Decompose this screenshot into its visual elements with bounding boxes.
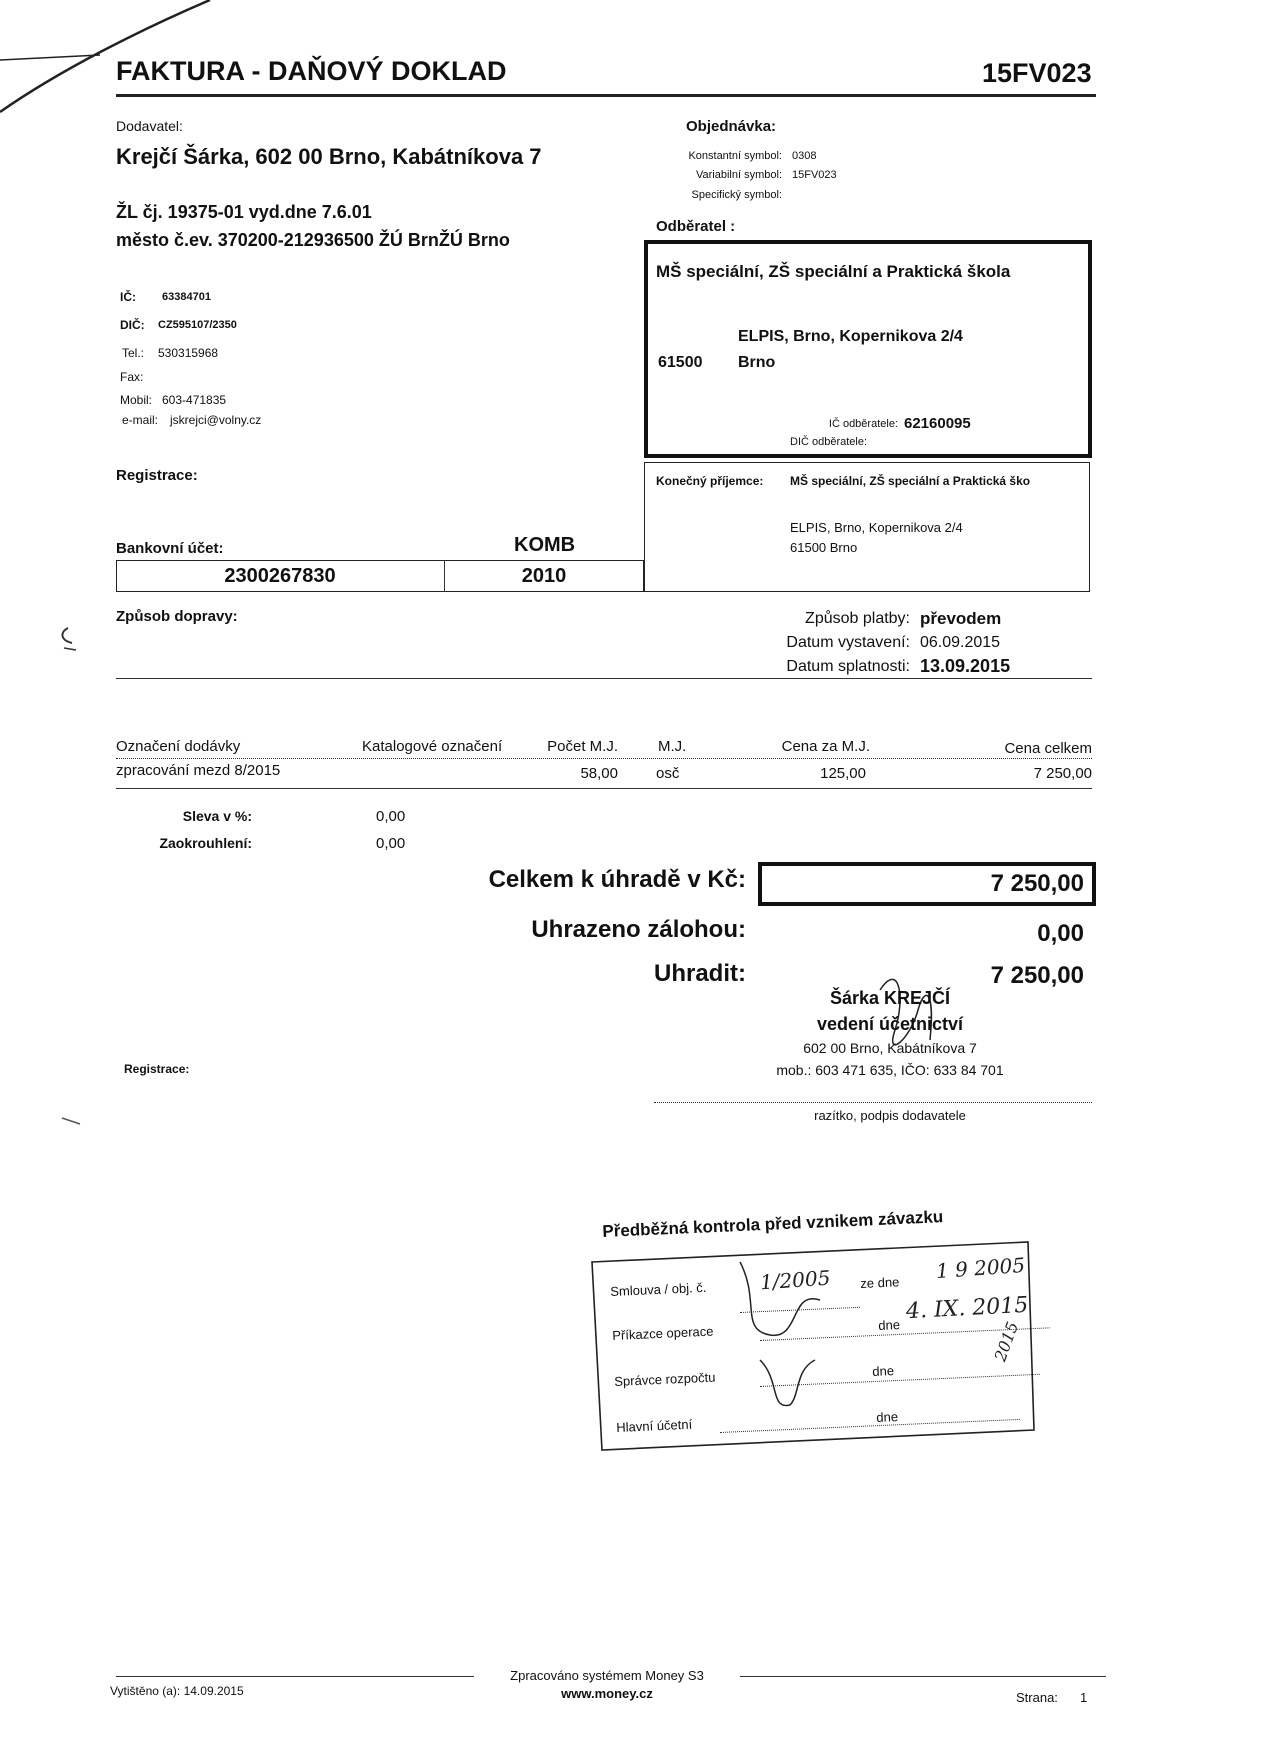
hw-contract: 1/2005 bbox=[759, 1265, 832, 1295]
var-symbol: 15FV023 bbox=[792, 169, 837, 181]
col-header-qty: Počet M.J. bbox=[547, 738, 618, 755]
row-unit: osč bbox=[656, 765, 680, 782]
supplier-mobil-label: Mobil: bbox=[120, 393, 153, 407]
footer-rule-left bbox=[116, 1676, 474, 1677]
customer-ic-label: IČ odběratele: bbox=[828, 418, 898, 430]
konst-symbol: 0308 bbox=[792, 150, 817, 162]
col-header-unit-price: Cena za M.J. bbox=[781, 738, 870, 755]
stamp-contact: mob.: 603 471 635, IČO: 633 84 701 bbox=[776, 1062, 1004, 1078]
customer-label: Odběratel : bbox=[656, 218, 736, 235]
document-number: 15FV023 bbox=[982, 58, 1092, 88]
final-recipient-name: MŠ speciální, ZŠ speciální a Praktická ško bbox=[790, 474, 1031, 488]
stamp-role: vedení účetnictví bbox=[816, 1014, 964, 1034]
zaloha-label: Uhrazeno zálohou: bbox=[531, 916, 746, 943]
due-label: Datum splatnosti: bbox=[786, 658, 910, 675]
footer-page-label: Strana: bbox=[1016, 1690, 1058, 1705]
supplier-registrace-label: Registrace: bbox=[116, 467, 198, 484]
bank-account: 2300267830 bbox=[224, 565, 336, 587]
payment-method: převodem bbox=[920, 609, 1002, 628]
footer-printed: Vytištěno (a): 14.09.2015 bbox=[110, 1684, 244, 1698]
bank-code-label: KOMB bbox=[514, 534, 576, 556]
supplier-tel-label: Tel.: bbox=[122, 346, 145, 360]
header-rule bbox=[116, 94, 1096, 97]
col-header-unit: M.J. bbox=[658, 738, 687, 755]
customer-name: MŠ speciální, ZŠ speciální a Praktická škola bbox=[656, 262, 1011, 281]
supplier-fax-label: Fax: bbox=[120, 370, 144, 384]
supplier-zl: ŽL čj. 19375-01 vyd.dne 7.6.01 bbox=[116, 202, 372, 222]
zaloha-value: 0,00 bbox=[1037, 920, 1084, 947]
customer-city: Brno bbox=[738, 354, 776, 371]
supplier-email: jskrejci@volny.cz bbox=[170, 413, 262, 427]
control-dne-1: dne bbox=[878, 1317, 901, 1333]
stamp-address: 602 00 Brno, Kabátníkova 7 bbox=[803, 1040, 977, 1056]
supplier-name-address: Krejčí Šárka, 602 00 Brno, Kabátníkova 7 bbox=[116, 144, 542, 169]
uhradit-label: Uhradit: bbox=[654, 960, 746, 987]
row-unit-price: 125,00 bbox=[820, 765, 866, 782]
final-recipient-label: Konečný příjemce: bbox=[656, 474, 764, 488]
zaokr-value: 0,00 bbox=[376, 835, 406, 852]
supplier-ic: 63384701 bbox=[162, 291, 211, 303]
bank-code: 2010 bbox=[521, 565, 567, 587]
supplier-email-label: e-mail: bbox=[122, 413, 159, 427]
payment-rule bbox=[116, 678, 1092, 679]
hw-date: 4. IX. 2015 bbox=[905, 1292, 1029, 1325]
row-qty: 58,00 bbox=[580, 765, 618, 782]
celkem-label: Celkem k úhradě v Kč: bbox=[488, 866, 746, 893]
uhradit-value: 7 250,00 bbox=[990, 962, 1084, 989]
control-stamp-title: Předběžná kontrola před vznikem závazku bbox=[602, 1207, 944, 1241]
document-title: FAKTURA - DAŇOVÝ DOKLAD bbox=[116, 56, 507, 86]
row-item: zpracování mezd 8/2015 bbox=[116, 762, 281, 779]
var-symbol-label: Variabilní symbol: bbox=[696, 169, 782, 181]
supplier-tel: 530315968 bbox=[158, 346, 219, 360]
order-label: Objednávka: bbox=[686, 118, 777, 135]
control-dne-2: dne bbox=[872, 1363, 895, 1379]
supplier-city-line: město č.ev. 370200-212936500 ŽÚ BrnŽÚ Brno bbox=[116, 230, 510, 250]
supplier-dic: CZ595107/2350 bbox=[158, 319, 237, 331]
footer-system: Zpracováno systémem Money S3 bbox=[510, 1668, 704, 1683]
bank-label: Bankovní účet: bbox=[116, 540, 224, 557]
row-total: 7 250,00 bbox=[1033, 765, 1092, 782]
payment-method-label: Způsob platby: bbox=[805, 610, 910, 627]
control-row-prikazce: Příkazce operace bbox=[612, 1323, 714, 1343]
customer-dic-label: DIČ odběratele: bbox=[790, 436, 868, 448]
shipping-label: Způsob dopravy: bbox=[116, 608, 238, 625]
col-header-catalog: Katalogové označení bbox=[362, 738, 503, 755]
registrace-label-2: Registrace: bbox=[124, 1062, 190, 1076]
table-row-rule bbox=[116, 788, 1092, 789]
supplier-mobil: 603-471835 bbox=[162, 393, 227, 407]
stamp-name: Šárka KREJČÍ bbox=[829, 988, 951, 1008]
control-ze-dne: ze dne bbox=[860, 1274, 900, 1291]
final-recipient-street: ELPIS, Brno, Kopernikova 2/4 bbox=[790, 520, 963, 535]
due-date: 13.09.2015 bbox=[920, 656, 1011, 676]
signature-line bbox=[654, 1102, 1092, 1103]
hw-year: 2015 bbox=[990, 1319, 1023, 1364]
col-header-item: Označení dodávky bbox=[116, 738, 241, 755]
issued-label: Datum vystavení: bbox=[786, 634, 910, 651]
stamp-caption: razítko, podpis dodavatele bbox=[814, 1108, 966, 1123]
customer-zip: 61500 bbox=[658, 354, 703, 371]
control-dne-3: dne bbox=[876, 1409, 899, 1425]
control-row-spravce: Správce rozpočtu bbox=[614, 1369, 716, 1389]
final-recipient-zip-city: 61500 Brno bbox=[790, 540, 858, 555]
footer-web: www.money.cz bbox=[561, 1686, 653, 1701]
spec-symbol-label: Specifický symbol: bbox=[691, 189, 782, 201]
zaokr-label: Zaokrouhlení: bbox=[159, 835, 252, 851]
footer-page: 1 bbox=[1080, 1690, 1088, 1705]
col-header-total: Cena celkem bbox=[1004, 740, 1092, 757]
supplier-label: Dodavatel: bbox=[116, 118, 183, 134]
supplier-dic-label: DIČ: bbox=[120, 318, 145, 332]
konst-symbol-label: Konstantní symbol: bbox=[688, 150, 782, 162]
customer-street: ELPIS, Brno, Kopernikova 2/4 bbox=[738, 328, 963, 345]
sleva-value: 0,00 bbox=[376, 808, 406, 825]
sleva-label: Sleva v %: bbox=[182, 808, 252, 824]
hw-contract-date: 1 9 2005 bbox=[935, 1252, 1026, 1284]
celkem-value: 7 250,00 bbox=[990, 870, 1084, 897]
supplier-ic-label: IČ: bbox=[120, 290, 136, 304]
table-header-rule bbox=[116, 758, 1092, 759]
customer-ic: 62160095 bbox=[904, 415, 971, 432]
control-row-contract: Smlouva / obj. č. bbox=[610, 1279, 707, 1299]
control-row-hlavni: Hlavní účetní bbox=[616, 1416, 693, 1435]
footer-rule-right bbox=[740, 1676, 1106, 1677]
issued-date: 06.09.2015 bbox=[920, 634, 1001, 651]
